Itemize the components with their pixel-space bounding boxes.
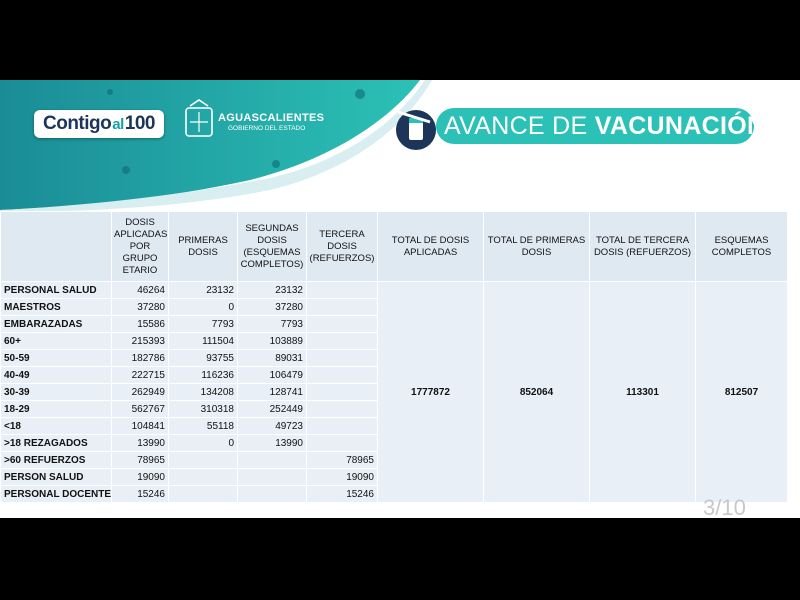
header-total-primeras: TOTAL DE PRIMERAS DOSIS <box>484 212 590 282</box>
cell-aplicadas: 15246 <box>112 486 169 503</box>
row-label: <18 <box>1 418 112 435</box>
cell-segundas <box>238 486 307 503</box>
header-esquemas: ESQUEMAS COMPLETOS <box>696 212 788 282</box>
cell-segundas <box>238 452 307 469</box>
cell-primeras <box>169 469 238 486</box>
cell-segundas: 49723 <box>238 418 307 435</box>
cell-primeras: 111504 <box>169 333 238 350</box>
cell-tercera <box>307 418 378 435</box>
cell-segundas <box>238 469 307 486</box>
cell-tercera <box>307 333 378 350</box>
cell-segundas: 23132 <box>238 282 307 299</box>
cell-segundas: 13990 <box>238 435 307 452</box>
cell-aplicadas: 222715 <box>112 367 169 384</box>
row-label: MAESTROS <box>1 299 112 316</box>
header-primeras: PRIMERAS DOSIS <box>169 212 238 282</box>
cell-aplicadas: 104841 <box>112 418 169 435</box>
cell-aplicadas: 215393 <box>112 333 169 350</box>
cell-aplicadas: 182786 <box>112 350 169 367</box>
cell-primeras <box>169 452 238 469</box>
cell-segundas: 89031 <box>238 350 307 367</box>
cell-aplicadas: 46264 <box>112 282 169 299</box>
cell-primeras: 93755 <box>169 350 238 367</box>
cell-segundas: 7793 <box>238 316 307 333</box>
cell-aplicadas: 562767 <box>112 401 169 418</box>
cell-tercera <box>307 282 378 299</box>
row-label: 60+ <box>1 333 112 350</box>
cell-tercera <box>307 367 378 384</box>
cell-tercera <box>307 401 378 418</box>
cell-tercera: 78965 <box>307 452 378 469</box>
cell-aplicadas: 13990 <box>112 435 169 452</box>
total-total-aplicadas: 1777872 <box>378 282 484 503</box>
cell-tercera <box>307 299 378 316</box>
contigo-al-100-logo: Contigo al 100 <box>34 110 164 138</box>
cell-segundas: 252449 <box>238 401 307 418</box>
header-total-aplicadas: TOTAL DE DOSIS APLICADAS <box>378 212 484 282</box>
cell-tercera <box>307 435 378 452</box>
slide <box>0 80 800 518</box>
cell-primeras: 134208 <box>169 384 238 401</box>
row-label: >18 REZAGADOS <box>1 435 112 452</box>
total-esquemas: 812507 <box>696 282 788 503</box>
header-group <box>1 212 112 282</box>
header-segundas: SEGUNDAS DOSIS (ESQUEMAS COMPLETOS) <box>238 212 307 282</box>
row-label: 18-29 <box>1 401 112 418</box>
header-total-tercera: TOTAL DE TERCERA DOSIS (REFUERZOS) <box>590 212 696 282</box>
cell-primeras: 55118 <box>169 418 238 435</box>
cell-aplicadas: 19090 <box>112 469 169 486</box>
cell-primeras: 0 <box>169 435 238 452</box>
cell-tercera <box>307 316 378 333</box>
total-total-tercera: 113301 <box>590 282 696 503</box>
ags-title: AGUASCALIENTES <box>218 112 325 124</box>
cell-primeras <box>169 486 238 503</box>
cell-aplicadas: 37280 <box>112 299 169 316</box>
row-label: 40-49 <box>1 367 112 384</box>
cell-primeras: 310318 <box>169 401 238 418</box>
cell-primeras: 116236 <box>169 367 238 384</box>
header-aplicadas: DOSIS APLICADAS POR GRUPO ETARIO <box>112 212 169 282</box>
cell-segundas: 106479 <box>238 367 307 384</box>
cell-tercera <box>307 350 378 367</box>
cell-segundas: 128741 <box>238 384 307 401</box>
row-label: EMBARAZADAS <box>1 316 112 333</box>
page-title: AVANCE DE VACUNACIÓN <box>436 108 754 144</box>
cell-tercera: 19090 <box>307 469 378 486</box>
cell-aplicadas: 262949 <box>112 384 169 401</box>
cell-primeras: 7793 <box>169 316 238 333</box>
row-label: PERSONAL SALUD <box>1 282 112 299</box>
table-header-row <box>1 212 788 282</box>
header-tercera: TERCERA DOSIS (REFUERZOS) <box>307 212 378 282</box>
cell-primeras: 0 <box>169 299 238 316</box>
cell-primeras: 23132 <box>169 282 238 299</box>
vaccination-table <box>0 211 788 503</box>
total-total-primeras: 852064 <box>484 282 590 503</box>
table-row <box>1 282 788 299</box>
cell-aplicadas: 78965 <box>112 452 169 469</box>
cell-segundas: 103889 <box>238 333 307 350</box>
row-label: >60 REFUERZOS <box>1 452 112 469</box>
row-label: 30-39 <box>1 384 112 401</box>
cell-segundas: 37280 <box>238 299 307 316</box>
header-banner <box>0 80 800 212</box>
row-label: 50-59 <box>1 350 112 367</box>
aguascalientes-logo <box>218 113 324 133</box>
row-label: PERSON SALUD <box>1 469 112 486</box>
row-label: PERSONAL DOCENTE <box>1 486 112 503</box>
cell-aplicadas: 15586 <box>112 316 169 333</box>
cell-tercera <box>307 384 378 401</box>
vaccine-icon <box>396 110 436 150</box>
page-number: 3/10 <box>703 495 746 518</box>
ags-subtitle: GOBIERNO DEL ESTADO <box>228 125 306 132</box>
cell-tercera: 15246 <box>307 486 378 503</box>
